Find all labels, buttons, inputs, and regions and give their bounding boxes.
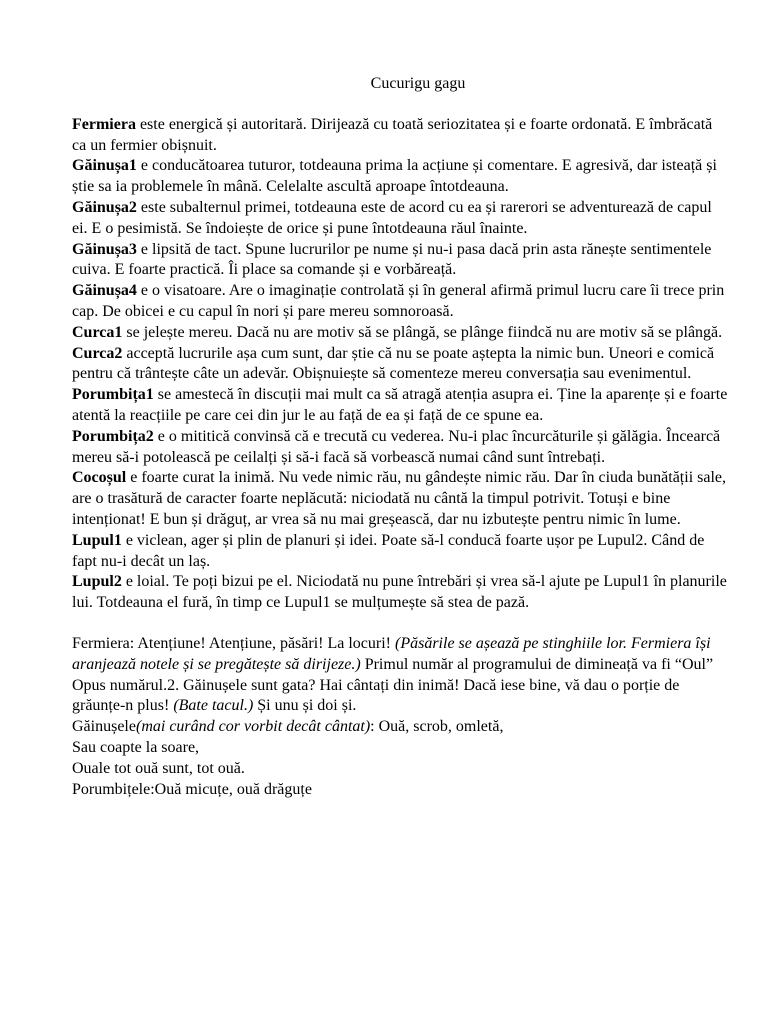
character-lupul2 bbox=[72, 572, 728, 614]
character-name: Cocoșul bbox=[72, 469, 127, 487]
character-name: Găinușa2 bbox=[72, 198, 137, 216]
character-name: Lupul2 bbox=[72, 573, 122, 591]
character-description: e o mititică convinsă că e trecută cu vederea. Nu-i plac încurcăturile și gălăgia. Încearcă mereu să-i potolească pe ceilalți și să-i facă să vorbească numai când sunt întrebați. bbox=[72, 427, 721, 466]
character-gainusa1 bbox=[72, 156, 728, 198]
character-name: Fermiera bbox=[72, 115, 136, 133]
character-list bbox=[72, 115, 728, 614]
character-description: e loial. Te poți bizui pe el. Niciodată nu pune întrebări și vrea să-l ajute pe Lupul1 în planurile lui. Totdeauna el fură, în timp ce Lupul1 se mulțumește să stea de pază. bbox=[72, 573, 727, 612]
character-fermiera bbox=[72, 115, 728, 157]
character-description: se amestecă în discuții mai mult ca să atragă atenția asupra ei. Ține la aparențe și e foarte atentă la reacțiile pe care cei din jur le au față de ea și față de ce spune ea. bbox=[72, 386, 728, 424]
character-name: Curca2 bbox=[72, 344, 123, 362]
character-description: e lipsită de tact. Spune lucrurilor pe nume și nu-i pasa dacă prin asta rănește sentimentele cuiva. E foarte practică. Îi place sa comande și e vorbăreață. bbox=[72, 240, 712, 279]
character-description: e o visatoare. Are o imaginație controlată și în general afirmă primul lucru care îi trece prin cap. De obicei e cu capul în nori și pare mereu somnoroasă. bbox=[72, 282, 725, 320]
character-name: Porumbița1 bbox=[72, 386, 154, 404]
document-title: Cucurigu gagu bbox=[370, 75, 466, 92]
character-gainusa2 bbox=[72, 198, 728, 240]
script-line: Porumbițele:Ouă micuțe, ouă drăguțe bbox=[72, 780, 312, 798]
character-gainusa3 bbox=[72, 240, 728, 282]
stage-direction: (Bate tacul.) bbox=[173, 697, 254, 715]
character-lupul1 bbox=[72, 531, 728, 573]
character-name: Lupul1 bbox=[72, 531, 122, 549]
dialogue-text: : Ouă, scrob, omletă, bbox=[370, 718, 504, 736]
dialogue-text: Și unu și doi și. bbox=[253, 697, 357, 715]
character-cocosul bbox=[72, 468, 728, 530]
character-name: Găinușa4 bbox=[72, 282, 137, 300]
section-spacer bbox=[72, 614, 728, 634]
script-paragraph-fermiera bbox=[72, 634, 728, 717]
character-description: este subalternul primei, totdeauna este de acord cu ea și rarerori se adventurează de capul ei. E o pesimistă. Se îndoiește de orice și pune întotdeauna răul înainte. bbox=[72, 198, 712, 237]
character-name: Găinușa3 bbox=[72, 240, 137, 258]
dialogue-text: Primul număr al programului de dimineață va fi “Oul” Opus numărul.2. Găinușele sunt gata? Hai cântați din inimă! Dacă iese bine, vă dau o porție de grăunțe-n plus! bbox=[72, 655, 714, 715]
script-line: Sau coapte la soare, bbox=[72, 738, 200, 756]
character-description: acceptă lucrurile așa cum sunt, dar știe că nu se poate aștepta la nimic bun. Uneori e comică pentru că trântește câte un adevăr. Obișnuiește să comenteze mereu conversația sau evenimentul. bbox=[72, 344, 715, 383]
script-paragraph-gainusele bbox=[72, 717, 728, 738]
dialogue-text: Fermiera: Atențiune! Atențiune, păsări! La locuri! bbox=[72, 634, 395, 652]
character-description: e foarte curat la inimă. Nu vede nimic rău, nu gândește nimic rău. Dar în ciuda bunătății sale, are o trasătură de caracter foarte neplăcută: niciodată nu cântă la timpul potrivit. Totuși e bine intenționat! E bun și drăguț, ar vrea să nu mai greșească, dar nu izbutește pentru nimic în lume. bbox=[72, 469, 727, 528]
character-name: Găinușa1 bbox=[72, 157, 137, 175]
character-description: se jelește mereu. Dacă nu are motiv să se plângă, se plânge fiindcă nu are motiv să se plângă. bbox=[122, 323, 723, 341]
character-gainusa4 bbox=[72, 281, 728, 323]
stage-direction: (mai curând cor vorbit decât cântat) bbox=[135, 718, 371, 736]
character-curca2 bbox=[72, 344, 728, 386]
character-description: e viclean, ager și plin de planuri și idei. Poate să-l conducă foarte ușor pe Lupul2. Când de fapt nu-i decât un laș. bbox=[72, 531, 705, 570]
speaker-name: Găinușele bbox=[72, 718, 136, 736]
character-porumbita2 bbox=[72, 427, 728, 469]
character-name: Curca1 bbox=[72, 323, 123, 341]
script-section bbox=[72, 634, 728, 800]
character-description: e conducătoarea tuturor, totdeauna prima la acțiune și comentare. E agresivă, dar isteață și știe sa ia problemele în mână. Celelalte ascultă aproape întotdeauna. bbox=[72, 157, 717, 196]
script-line: Ouale tot ouă sunt, tot ouă. bbox=[72, 759, 245, 777]
character-curca1 bbox=[72, 323, 728, 344]
character-porumbita1 bbox=[72, 385, 728, 427]
character-name: Porumbița2 bbox=[72, 427, 154, 445]
character-description: este energică și autoritară. Dirijează cu toată seriozitatea și e foarte ordonată. E îmbrăcată ca un fermier obișnuit. bbox=[72, 115, 713, 154]
stage-direction: (Păsările se așează pe stinghiile lor. Fermiera își aranjează notele și se pregătește să dirijeze.) bbox=[72, 634, 711, 673]
